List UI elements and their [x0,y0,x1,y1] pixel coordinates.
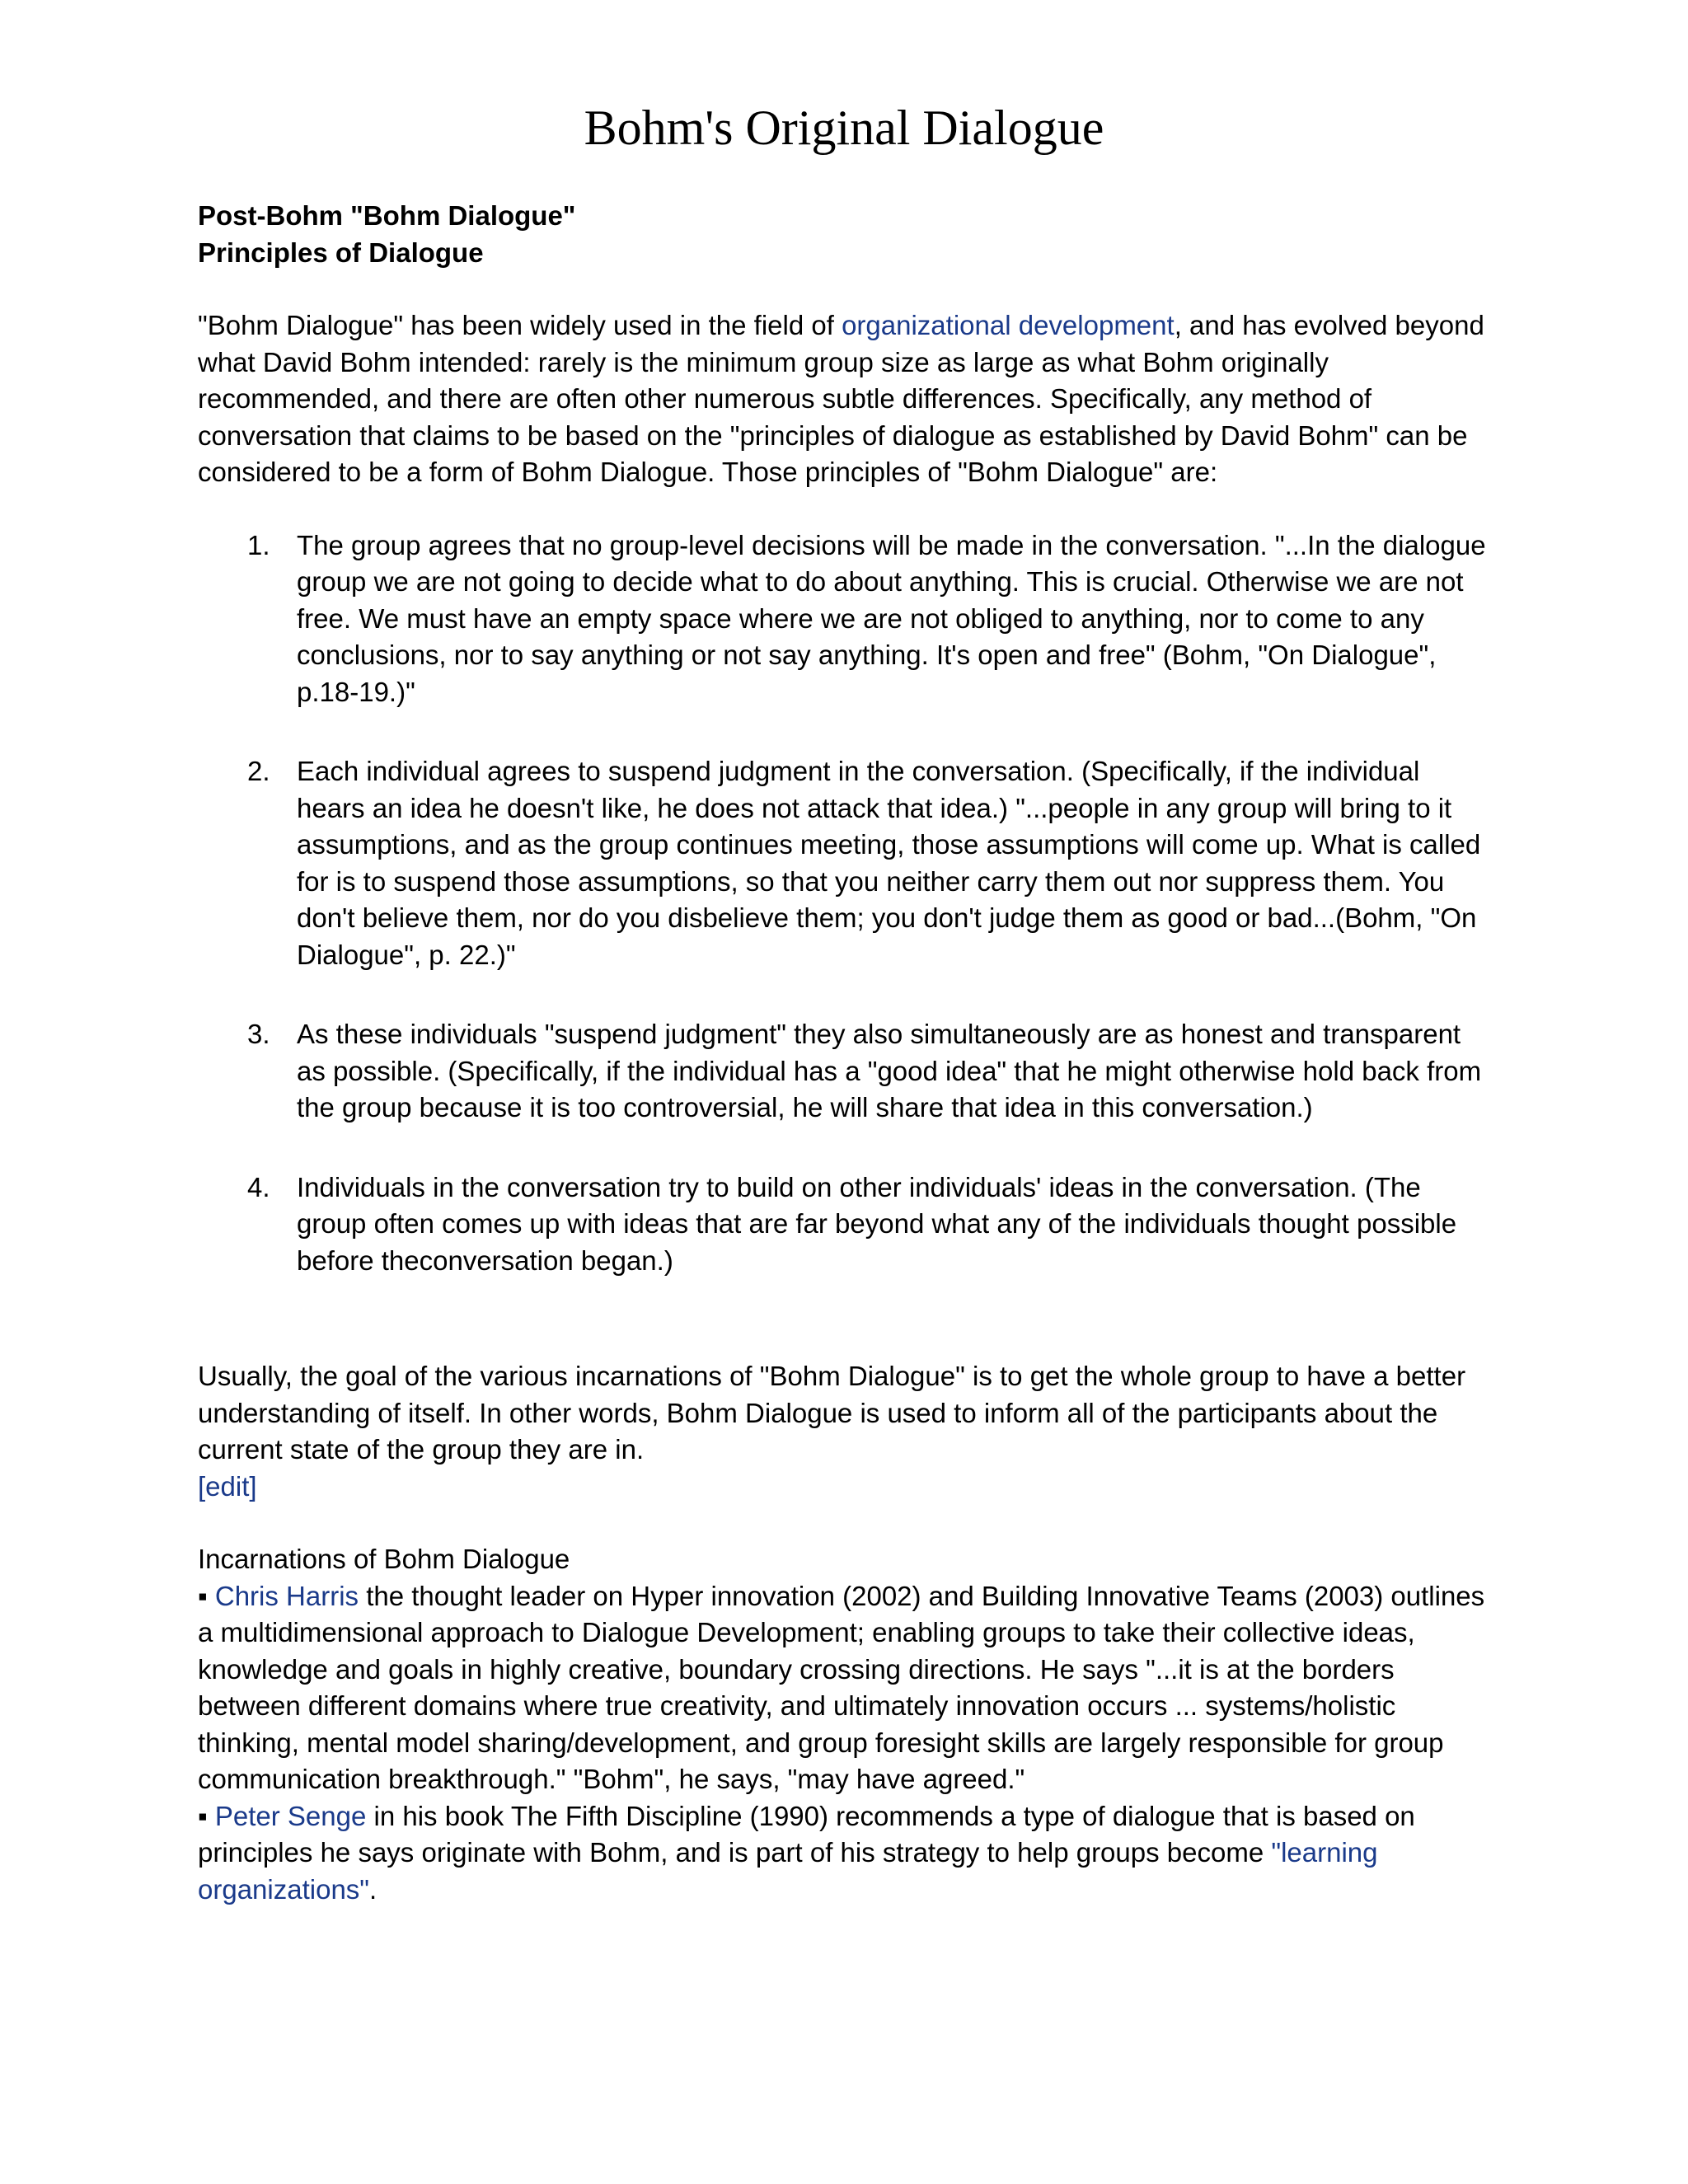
list-text: As these individuals "suspend judgment" they also simultaneously are as honest and transparent as possible. (Specifically, if the individual has a "good idea" that he might otherwise hold back from the group because it is too controversial, he will share that idea in this conversation.) [297,1019,1482,1122]
harris-paragraph [198,1578,1492,1798]
senge-paragraph [198,1798,1492,1909]
goal-paragraph: Usually, the goal of the various incarnations of "Bohm Dialogue" is to get the whole group to have a better understanding of itself. In other words, Bohm Dialogue is used to inform all of the participants about the current state of the group they are in. [198,1361,1466,1465]
list-item [198,527,1492,711]
list-text: Each individual agrees to suspend judgment in the conversation. (Specifically, if the individual hears an idea he doesn't like, he does not attack that idea.) "...people in any group will bring to it assumptions, and as the group continues meeting, those assumptions will come up. What is called for is to suspend those assumptions, so that you neither carry them out nor suppress them. You don't believe them, nor do you disbelieve them; you don't judge them as good or bad...(Bohm, "On Dialogue", p. 22.)" [297,756,1481,970]
peter-senge-link[interactable]: Peter Senge [214,1800,367,1831]
intro-text-after: , and has evolved beyond what David Bohm intended: rarely is the minimum group size as large as what Bohm originally recommended, and there are often other numerous subtle differences. Specifically, any method of conversation that claims to be based on the "principles of dialogue as established by David Bohm" can be considered to be a form of Bohm Dialogue. Those principles of "Bohm Dialogue" are: [198,310,1484,487]
list-number: 4. [247,1171,270,1202]
bullet-icon: ▪ [198,1800,208,1831]
bullet-icon: ▪ [198,1580,208,1611]
list-text: The group agrees that no group-level decisions will be made in the conversation. "...In the dialogue group we are not going to decide what to do about anything. This is crucial. Otherwise we are not free. We must have an empty space where we are not obliged to anything, nor to come to any conclusions, nor to say anything or not say anything. It's open and free" (Bohm, "On Dialogue", p.18-19.)" [297,529,1486,707]
list-text: Individuals in the conversation try to build on other individuals' ideas in the conversation. (The group often comes up with ideas that are far beyond what any of the individuals thought possible before theconversation began.) [297,1171,1457,1276]
principles-list [198,527,1492,1280]
list-item [198,1169,1492,1280]
subheading-post-bohm: Post-Bohm "Bohm Dialogue" [198,200,576,231]
list-number: 1. [247,529,270,560]
list-item [198,1016,1492,1127]
intro-paragraph [198,307,1492,491]
organizational-development-link[interactable]: organizational development [842,310,1175,340]
list-number: 3. [247,1019,270,1049]
list-item [198,753,1492,973]
chris-harris-link[interactable]: Chris Harris [214,1580,359,1611]
learning-organizations-link[interactable]: "learning organizations" [198,1837,1378,1905]
harris-text: the thought leader on Hyper innovation (2002) and Building Innovative Teams (2003) outlines a multidimensional approach to Dialogue Development; enabling groups to take their collective ideas, knowledge and goals in highly creative, boundary crossing directions. He says "...it is at the borders between different domains where true creativity, and ultimately innovation occurs ... systems/holistic thinking, mental model sharing/development, and group foresight skills are largely responsible for group communication breakthrough." "Bohm", he says, "may have agreed." [198,1580,1485,1794]
subheading-principles: Principles of Dialogue [198,237,484,268]
intro-text-before: "Bohm Dialogue" has been widely used in the field of [198,310,842,340]
edit-link[interactable]: [edit] [198,1470,257,1502]
document-body [198,198,1492,1908]
senge-end: . [369,1873,377,1905]
incarnations-heading: Incarnations of Bohm Dialogue [198,1544,570,1574]
list-number: 2. [247,756,270,786]
page-title: Bohm's Original Dialogue [584,101,1104,155]
senge-text: in his book The Fifth Discipline (1990) recommends a type of dialogue that is based on principles he says originate with Bohm, and is part of his strategy to help groups become [198,1800,1415,1868]
